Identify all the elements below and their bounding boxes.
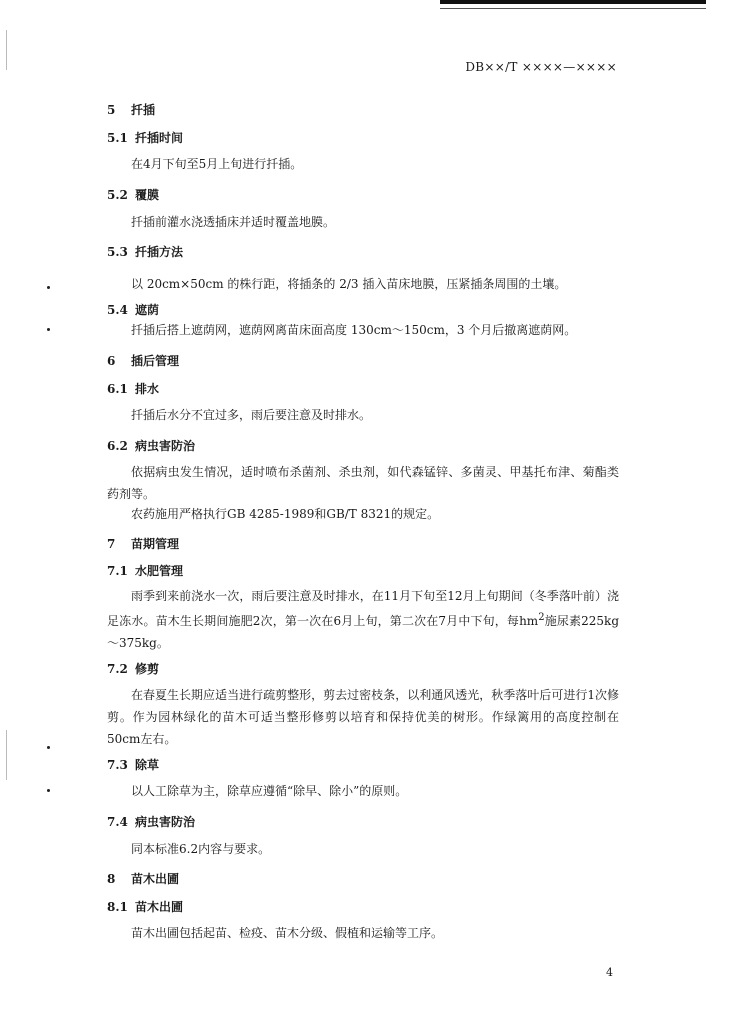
subsection-heading: 8.1 苗木出圃 [107, 900, 184, 914]
section-heading: 5 扦插 [107, 103, 156, 117]
superscript: 2 [538, 612, 545, 623]
paragraph: 扦插后水分不宜过多，雨后要注意及时排水。 [131, 408, 372, 422]
top-rule-thin [440, 8, 706, 9]
section-heading: 8 苗木出圃 [107, 872, 180, 886]
subsection-heading: 5.4 遮荫 [107, 303, 160, 317]
scan-dot [47, 328, 50, 331]
subsection-heading: 7.1 水肥管理 [107, 564, 184, 578]
paragraph: 苗木出圃包括起苗、检疫、苗木分级、假植和运输等工序。 [131, 926, 444, 940]
subsection-heading: 7.3 除草 [107, 758, 160, 772]
paragraph: 扦插后搭上遮荫网，遮荫网离苗床面高度 130cm～150cm，3 个月后撤离遮荫网。 [131, 323, 577, 337]
section-heading: 7 苗期管理 [107, 537, 180, 551]
scan-dot [47, 746, 50, 749]
subsection-heading: 5.3 扦插方法 [107, 245, 184, 259]
paragraph: 扦插前灌水浇透插床并适时覆盖地膜。 [131, 215, 336, 229]
scan-dot [47, 789, 50, 792]
standard-code: DB××/T ××××—×××× [465, 60, 617, 74]
scan-edge-mark [6, 730, 7, 780]
paragraph: 农药施用严格执行GB 4285-1989和GB/T 8321的规定。 [131, 507, 440, 521]
paragraph: 雨季到来前浇水一次，雨后要注意及时排水，在11月下旬至12月上旬期间（冬季落叶前）浇足冻水。苗木生长期间施肥2次，第一次在6月上旬，第二次在7月中下旬，每$hm^2$施尿素225kg～375kg。 [107, 589, 620, 650]
paragraph: 在4月下旬至5月上旬进行扦插。 [131, 157, 303, 171]
top-rule-thick [440, 0, 706, 4]
subsection-heading: 7.2 修剪 [107, 662, 160, 676]
page-number: 4 [606, 966, 613, 979]
paragraph: 以人工除草为主，除草应遵循“除早、除小”的原则。 [131, 784, 408, 798]
paragraph: 在春夏生长期应适当进行疏剪整形，剪去过密枝条，以利通风透光，秋季落叶后可进行1次修剪。作为园林绿化的苗木可适当整形修剪以培育和保持优美的树形。作绿篱用的高度控制在50cm左右。 [107, 688, 619, 746]
paragraph: 同本标准6.2内容与要求。 [131, 842, 271, 856]
scan-edge-mark [6, 30, 7, 70]
subsection-heading: 5.2 覆膜 [107, 188, 160, 202]
scan-dot [47, 286, 50, 289]
subsection-heading: 6.2 病虫害防治 [107, 439, 196, 453]
paragraph: 依据病虫发生情况，适时喷布杀菌剂、杀虫剂，如代森锰锌、多菌灵、甲基托布津、菊酯类药剂等。 [107, 465, 619, 501]
subsection-heading: 7.4 病虫害防治 [107, 815, 196, 829]
subsection-heading: 5.1 扦插时间 [107, 131, 184, 145]
paragraph: 以 20cm×50cm 的株行距，将插条的 2/3 插入苗床地膜，压紧插条周围的土壤。 [131, 277, 567, 291]
subsection-heading: 6.1 排水 [107, 382, 160, 396]
section-heading: 6 插后管理 [107, 354, 180, 368]
